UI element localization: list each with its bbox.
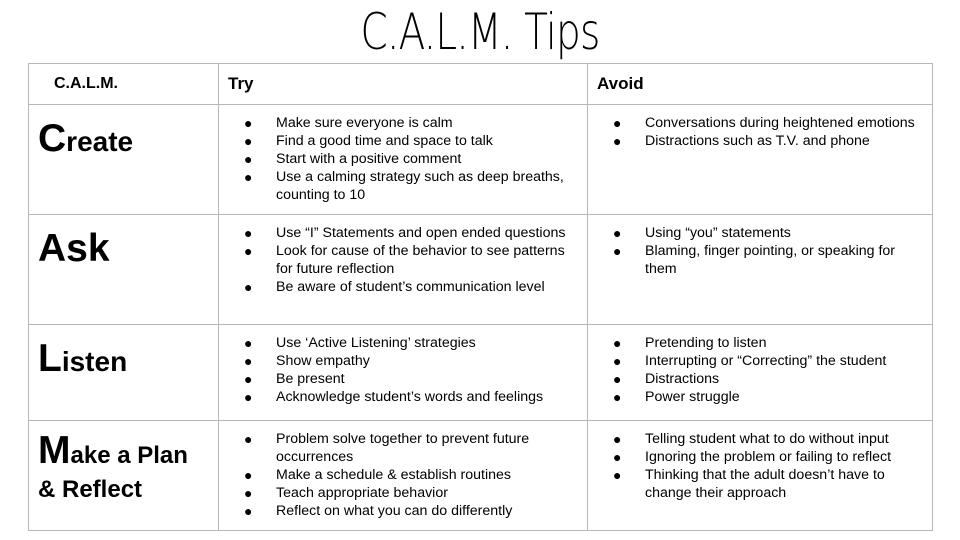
bullet-icon: ●: [613, 133, 622, 149]
list-item: [219, 224, 577, 242]
avoid-cell: [588, 325, 933, 421]
list-item-text: Using “you” statements: [645, 225, 791, 241]
list-item: [219, 352, 577, 370]
list-item: [219, 150, 577, 168]
bullet-icon: ●: [613, 243, 622, 259]
bullet-icon: ●: [613, 389, 622, 405]
table-row-make-a-plan: [29, 421, 933, 531]
bullet-icon: ●: [613, 371, 622, 387]
list-item: [219, 370, 577, 388]
list-item: [588, 224, 922, 242]
list-item: [588, 242, 922, 278]
bullet-icon: ●: [244, 371, 253, 387]
list-item-text: Look for cause of the behavior to see patterns for future reflection: [276, 243, 565, 277]
bullet-icon: ●: [613, 335, 622, 351]
list-item-text: Blaming, finger pointing, or speaking for them: [645, 243, 895, 277]
list-item: [219, 334, 577, 352]
list-item: [588, 370, 922, 388]
list-item-text: Problem solve together to prevent future occurrences: [276, 431, 530, 465]
bullet-icon: ●: [613, 449, 622, 465]
step-label-make-a-plan: [29, 421, 218, 508]
list-item: [588, 448, 922, 466]
list-item: [219, 132, 577, 150]
list-item: [588, 352, 922, 370]
bullet-icon: ●: [244, 115, 253, 131]
step-cell: [29, 421, 219, 531]
avoid-cell: [588, 421, 933, 531]
step-initial: A: [38, 227, 67, 270]
avoid-cell: [588, 215, 933, 325]
avoid-list: [588, 105, 932, 150]
bullet-icon: ●: [613, 353, 622, 369]
table-row-create: [29, 105, 933, 215]
list-item: [219, 466, 577, 484]
bullet-icon: ●: [244, 431, 253, 447]
header-avoid: Avoid: [588, 64, 933, 105]
bullet-icon: ●: [244, 389, 253, 405]
try-list: [219, 421, 587, 520]
list-item-text: Be aware of student’s communication level: [276, 279, 545, 295]
list-item-text: Use “I” Statements and open ended questions: [276, 225, 566, 241]
list-item: [219, 502, 577, 520]
list-item-text: Start with a positive comment: [276, 151, 462, 167]
list-item-text: Distractions such as T.V. and phone: [645, 133, 870, 149]
list-item-text: Pretending to listen: [645, 335, 767, 351]
header-try: Try: [219, 64, 588, 105]
list-item-text: Reflect on what you can do differently: [276, 503, 513, 519]
step-cell: [29, 215, 219, 325]
bullet-icon: ●: [244, 169, 253, 185]
list-item: [219, 168, 577, 204]
bullet-icon: ●: [244, 503, 253, 519]
list-item: [219, 114, 577, 132]
bullet-icon: ●: [244, 225, 253, 241]
bullet-icon: ●: [613, 115, 622, 131]
list-item-text: Use a calming strategy such as deep breaths, counting to 10: [276, 169, 564, 203]
list-item: [588, 430, 922, 448]
try-list: [219, 105, 587, 204]
avoid-list: [588, 421, 932, 502]
list-item-text: Power struggle: [645, 389, 740, 405]
try-cell: [219, 105, 588, 215]
step-label-listen: [29, 325, 218, 380]
bullet-icon: ●: [244, 485, 253, 501]
list-item-text: Distractions: [645, 371, 720, 387]
avoid-list: [588, 325, 932, 406]
list-item-text: Find a good time and space to talk: [276, 133, 493, 149]
list-item-text: Conversations during heightened emotions: [645, 115, 915, 131]
step-label-create: [29, 105, 218, 160]
try-cell: [219, 215, 588, 325]
step-cell: [29, 105, 219, 215]
bullet-icon: ●: [613, 431, 622, 447]
step-initial: M: [38, 429, 71, 472]
step-line2: & Reflect: [38, 476, 143, 503]
bullet-icon: ●: [244, 353, 253, 369]
list-item-text: Acknowledge student’s words and feelings: [276, 389, 544, 405]
list-item-text: Thinking that the adult doesn’t have to change their approach: [645, 467, 885, 501]
avoid-cell: [588, 105, 933, 215]
table-header-row: [29, 64, 933, 105]
step-rest: isten: [61, 346, 128, 377]
bullet-icon: ●: [613, 225, 622, 241]
list-item-text: Use ‘Active Listening’ strategies: [276, 335, 476, 351]
avoid-list: [588, 215, 932, 278]
list-item: [588, 466, 922, 502]
bullet-icon: ●: [613, 467, 622, 483]
list-item: [588, 388, 922, 406]
list-item-text: Interrupting or “Correcting” the student: [645, 353, 887, 369]
step-initial: L: [38, 337, 62, 380]
bullet-icon: ●: [244, 151, 253, 167]
try-list: [219, 325, 587, 406]
step-rest: sk: [66, 227, 110, 270]
list-item: [219, 388, 577, 406]
step-rest: reate: [66, 126, 134, 157]
bullet-icon: ●: [244, 335, 253, 351]
step-label-ask: [29, 215, 218, 270]
bullet-icon: ●: [244, 279, 253, 295]
bullet-icon: ●: [244, 467, 253, 483]
header-calm: C.A.L.M.: [29, 64, 219, 105]
list-item: [219, 484, 577, 502]
table-row-ask: [29, 215, 933, 325]
step-cell: [29, 325, 219, 421]
list-item: [588, 114, 922, 132]
try-list: [219, 215, 587, 296]
step-rest: ake a Plan: [70, 442, 188, 469]
list-item: [219, 242, 577, 278]
list-item-text: Telling student what to do without input: [645, 431, 889, 447]
step-initial: C: [38, 117, 67, 160]
try-cell: [219, 421, 588, 531]
page-title: C.A.L.M. Tips: [360, 3, 600, 61]
list-item: [588, 132, 922, 150]
bullet-icon: ●: [244, 243, 253, 259]
list-item-text: Make sure everyone is calm: [276, 115, 453, 131]
calm-tips-table: [28, 63, 933, 531]
table-row-listen: [29, 325, 933, 421]
list-item: [588, 334, 922, 352]
list-item-text: Be present: [276, 371, 345, 387]
list-item-text: Show empathy: [276, 353, 370, 369]
list-item-text: Ignoring the problem or failing to reflect: [645, 449, 892, 465]
list-item: [219, 278, 577, 296]
list-item-text: Make a schedule & establish routines: [276, 467, 512, 483]
bullet-icon: ●: [244, 133, 253, 149]
list-item: [219, 430, 577, 466]
list-item-text: Teach appropriate behavior: [276, 485, 448, 501]
try-cell: [219, 325, 588, 421]
